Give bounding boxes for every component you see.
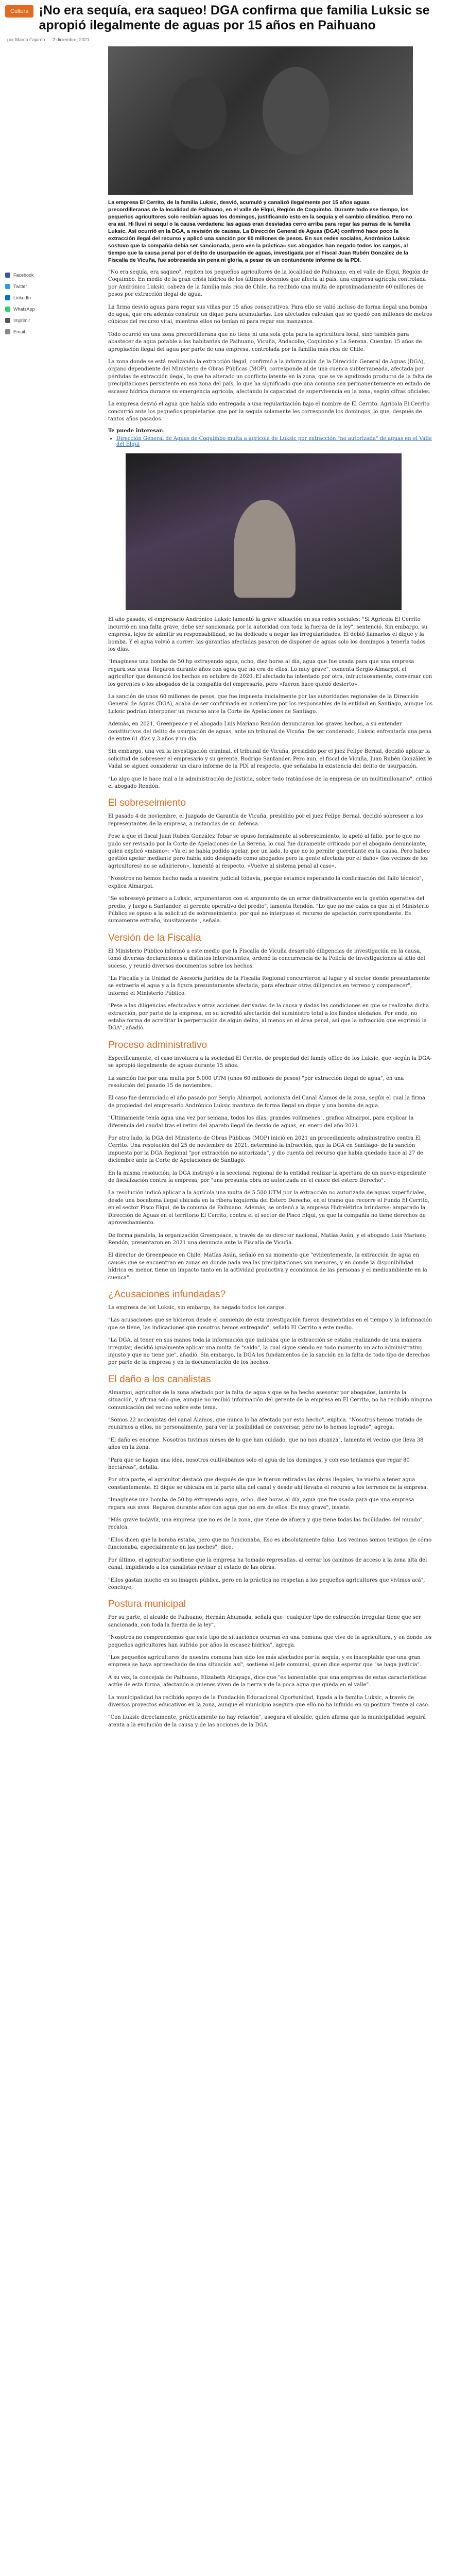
paragraph: La firma desvió aguas para regar sus viñas por 15 años consecutivos. Para ello se valió incluso de forma ilegal una bomba de agua, que era además construir un dique para acumularlas. Los afectados calculan que se quedó con millones de metros cúbicos del recurso vital, mientras ellos no tenían ni para regar sus manzanos. — [108, 304, 432, 325]
paragraph: Además, en 2021, Greenpeace y el abogado Luis Mariano Rendón denunciaron los graves hechos, a su entender constitutivos del delito de usurpación de aguas, ante un tribunal de Vicuña. De ser condenado, Luksic enfrentaría una pena de entre 61 días y 3 años y un día. — [108, 721, 432, 742]
share-facebook[interactable] — [5, 273, 103, 278]
paragraph: "Se sobreseyó primero a Luksic, argumentaron con el argumento de un error distrativamente en la gestión operativa del predio, y luego a Santander, el gerente operativo del predio", lamenta Rendón. "Lo que no me calza es que ni el Ministerio Público se opuso a la solicitud de sobreseimiento, por qué no interpuso el recurso de apelación correspondiente. Es sumamente extraño, inusitamente", señala. — [108, 896, 429, 924]
content-layout — [0, 264, 451, 1734]
paragraph: "Somos 22 accionistas del canal Álamos, que nunca lo ha afectado por esto hecho", explica. "Nosotros hemos tratado de reunirnos a ellos, no personalmente, para ver la posibilidad de conversar, pero no lo hemos logrado", agrega. — [108, 1417, 423, 1431]
share-label: WhatsApp — [13, 307, 35, 312]
share-label: Email — [13, 329, 25, 334]
paragraph: El director de Greenpeace en Chile, Matías Asún, señaló en su momento que "evidentemente, la extracción de agua en cauces que se encuentran en zonas en donde nada vea las precipitaciones son menores, y en donde la disponibilidad hídrica es menor, tiene un impacto tanto en la actividad productiva y económica de las personas y el medioambiente en la cuenca". — [108, 1252, 427, 1281]
share-label: LinkedIn — [13, 295, 31, 300]
paragraph: Almarpoi, agricultor de la zona afectado por la falta de agua y que se ha hecho asesorar por abogados, lamenta la situación, y afirma solo que, aunque no recibió información del gerente de la empresa en El Cerrito, no ha recibido ninguna comunicación del vecino sobre este tema. — [108, 1389, 432, 1411]
paragraph: El año pasado, el empresario Andrónico Luksic lamentó la grave situación en sus redes sociales: "Si Agrícola El Cerrito incurrió en una falta grave, debe ser sancionada por la autoridad con toda la fuerza de la ley", sentenció. Sin embargo, su empresa, lejos de admitir su responsabilidad, se ha dedicado a negar las irregularidades. El debió llamarlos el dique y la bomba. Y el agua volvió a correr: las garantías afectadas pasaron de disponer de aguas solo los domingos a tenerla todos los días. — [108, 617, 427, 652]
paragraph: "Ellos dicen que la bomba estaba, pero que no funcionaba. Eso es absolutamente falso. Los vecinos somos testigos de cómo funcionaba, especialmente en las noches", dice. — [108, 1537, 432, 1551]
paragraph: "Más grave todavía, una empresa que no es de la zona, que viene de afuera y que tiene todas las facilidades del mundo", recalca. — [108, 1517, 424, 1531]
paragraph: "La Fiscalía y la Unidad de Asesoría Jurídica de la Fiscalía Regional concurrieron al lugar y al sector donde presuntamente se extraería el agua y a la figura presuntamente afectada, para efectuar otras diligencias en terreno y comparecer", informó el Ministerio Público. — [108, 975, 430, 996]
article-photo — [126, 453, 402, 610]
section-heading: Versión de la Fiscalía — [108, 932, 201, 943]
share-sidebar — [5, 269, 103, 1734]
share-label: Twitter — [13, 284, 27, 289]
paragraph: Por otro lado, la DGA del Ministerio de Obras Públicas (MOP) inició en 2021 un procedimiento administrativo contra El Cerrito. Una resolución del 25 de noviembre de 2021, determinó la infracción, que la DGA en Santiago- de la sanción impuesta por la DGA Regional "por extracción no autorizada", y dio cuenta del recurso que había quedado hace al 27 de diciembre ante la Corte de Apelaciones de Santiago. — [108, 1136, 423, 1164]
author-name[interactable]: por Marco Fajardo — [7, 37, 45, 42]
paragraph: La empresa de los Luksic, sin embargo, ha negado todos los cargos. — [108, 1304, 286, 1311]
paragraph: A su vez, la concejala de Paihuano, Elizabeth Alcayaga, dice que "es lamentable que una empresa de estas características actúe de esta forma, afectando a quienes viven de la tierra y de la poca agua que queda en el valle". — [108, 1674, 427, 1688]
paragraph: En la misma resolución, la DGA instruyó a la seccional regional de la entidad realizar la apertura de un nuevo expediente de fiscalización contra la empresa, por "una presunta obra no autorizada en el cauce del estero Derecho". — [108, 1170, 426, 1184]
paragraph: Sin embargo, una vez la investigación criminal, el tribunal de Vicuña, presidido por el juez Felipe Bernal, decidió aplicar la solicitud de sobreseer el empresario y su gerente, Rodrigo Santander. Pero aun, el fiscal de Vicuña, Juan Rubén González le Vadal se siguen considerar un claro informe de la PDI al respecto, que señalaba la existencia del delito de usurpación. — [108, 749, 432, 770]
share-linkedin[interactable] — [5, 295, 103, 300]
paragraph: "Los pequeños agricultores de nuestra comuna han sido los más afectados por la sequía, y es inaceptable que una gran empresa se haya aprovechado de una situación así", sostiene el jefe comunal, quien dice esperar que "se haga justicia". — [108, 1654, 422, 1668]
paragraph: Pese a que el fiscal Juan Rubén González Tobar se opuso formalmente al sobreseimiento, lo apeló al fallo, por lo que no pudo ser revisado por la Corte de Apelaciones de La Serena, lo cual fue duramente criticado por el abogado denunciante, quien explicó «mismo»: «Ya el se había podido apelar, por un lado, lo que no lo pernite querellante en la causa. Pero habeo gestión apelar mediante pero había sido designado como abogados pero la gente afectada por el daño» (los vecinos de los agricultores) no se adhirieron», lamentó al respecto. «Vuelve al sistema penal al caso». — [108, 834, 430, 869]
hero-figure-left — [170, 77, 227, 149]
paragraph: La resolución indicó aplicar a la agrícola una multa de 5.500 UTM por la extracción no autorizada de aguas superficiales, desde una bocatoma ilegal ubicada en la ribera izquierda del Estero Derecho, en el tramo que recorre el Fundo El Cerrito, en el sector Pisco Elqui, de la comuna de Paihuano. Además, se ordenó a la empresa Hidrelétrica brindarse: amparado la Dirección de Aguas en el territorio El Cerrito, contra el el sector de Pisco Elqui, ya que la compañía no tiene derechos de aprovechamiento. — [108, 1190, 429, 1226]
paragraph: Por otra parte, el agricultor destacó que después de que le fueron retiradas las obras ilegales, ha vuelto a tener agua constantemente. El dique se ubicaba en la parte alta del canal y desde ahí llevaba el recurso a los terrenos de la empresa. — [108, 1477, 428, 1490]
email-icon — [5, 329, 10, 334]
related-links — [116, 436, 432, 447]
article-meta — [0, 36, 451, 46]
paragraph: "El daño es enorme. Nosotros tuvimos meses de lo que han cuidado, que no nos alcanza", lamenta el vecino que lleva 38 años en la zona. — [108, 1437, 424, 1451]
whatsapp-icon — [5, 307, 10, 312]
hero-image — [108, 46, 413, 195]
paragraph: "Pese a las diligencias efectuadas y otras acciones derivadas de la causa y dadas las condiciones en que se realizaba dicha extracción, por parte de la empresa, en su acreditó afectación del suministro total a los fundos aledaños. Por ende, no estaba forma de acreditar la perpetración de algún delito, al menos en el área penal, así que la infracción que esgrimió la DGA", añadió. — [108, 1003, 429, 1031]
publish-date: 2 diciembre, 2021 — [53, 37, 90, 42]
section-heading: Proceso administrativo — [108, 1039, 207, 1050]
paragraph: La sanción fue por una multa por 5.000 UTM (unos 60 millones de pesos) "por extracción ilegal de agua", en una resolución del pasado 15 de noviembre. — [108, 1075, 404, 1089]
related-link[interactable]: Dirección General de Aguas de Coquimbo multa a agrícola de Luksic por extracción "no autorizada" de aguas en el Valle del Elqui — [116, 436, 432, 448]
section-heading: El daño a los canalistas — [108, 1374, 211, 1385]
section-heading: El sobreseimiento — [108, 798, 186, 809]
linkedin-icon — [5, 295, 10, 300]
hero-figure-right — [263, 67, 329, 155]
article-body — [108, 269, 432, 1734]
paragraph: De forma paralela, la organización Greenpeace, a través de su director nacional, Matías Asún, y el abogado Luis Mariano Rendón, presentaron en 2021 una denuncia ante la Fiscalía de Vicuña. — [108, 1232, 426, 1246]
paragraph: El Ministerio Público informó a este medio que la Fiscalía de Vicuña desarrolló diligencias de investigación en la causa, tomó diversas declaraciones a distintos intervinientes, ordenó la concurrencia de la Policía de Investigaciones al sitio del suceso, y reunió diversos documentos sobre los hechos. — [108, 948, 425, 969]
paragraph: La sanción de unos 60 millones de pesos, que fue impuesta inicialmente por las autoridades regionales de la Dirección General de Aguas (DGA), acaba de ser confirmada en noviembre por los responsables de la entidad en Santiago, aunque los Luksic podrían interponer un recurso ante la Corte de Apelaciones de Santiago. — [108, 693, 432, 715]
twitter-icon — [5, 284, 10, 289]
paragraph: "La DGA, al tener en sus manos toda la información que indicaba que la extracción se estaba realizando de una manera irregular, decidió igualmente aplicar una multa de "saldo", la cual sigue siendo en todo momento un acto administrativo injusto y que no tiene pie", añadió. Sin embargo, la DGA los fundamentos de la sanción en la falta de todo tipo de derechos por parte de la empresa y en la documentación de los hechos. — [108, 1337, 430, 1366]
paragraph: La municipalidad ha recibido apoyo de la Fundación Educacional Oportunidad, ligada a la familia Luksic, a través de diversos proyectos educativos en la zona, aunque el municipio asegura que ello no ha influido en su postura frente al caso. — [108, 1694, 430, 1708]
paragraph: "Imagínese una bomba de 50 hp extrayendo agua, ocho, diez horas al día, agua que fue usada para que una empresa regara sus uvas. Regaron durante años con agua que no era de ellos. Lo muy grave", comenta Sergio Almarpoi, el agricultor que denunció los hechos en octubre de 2020. El afectado ha intentado por otra, infructuosamente, conversar con los gerentes o los abogados de la compañía del empresario, pero «fueron hace quedó desierto». — [108, 659, 432, 687]
paragraph: "No era sequía, era saqueo", repiten los pequeños agricultores de la localidad de Paihuano, en el valle de Elqui, Región de Coquimbo. En medio de la gran crisis hídrica de los últimos decenios que afecta al país, una empresa agrícola controlada por Andrónico Luksic, cabeza de la familia más rica de Chile, ha recibido una multa de aproximadamente 60 millones de pesos por extracción ilegal de agua. — [108, 269, 429, 298]
paragraph: "Lo algo que le hace mal a la administración de justicia, sobre todo tratándose de la empresa de un multimillonario", criticó el abogado Rendón. — [108, 776, 432, 790]
hero-caption: La empresa El Cerrito, de la familia Luksic, desvió, acumuló y canalizó ilegalmente por 15 años aguas precordilleranas de la localidad de Paihuano, en el valle de Elqui, Región de Coquimbo. Durante todo ese tiempo, los pequeños agricultores solo recibían aguas los domingos, justificando esto en la sequía y el cambio climático. Pero no era así. Hi lluvi ni sequí o la causa verdadera: las aguas eran desviadas cerro arriba para regar las parras de la familia Luksic. Así ocurrió en la DGA, a revisión de causas. La Dirección General de Aguas (DGA) confirmó hace poco la extracción ilegal del recurso y aplicó una sanción por 60 millones de pesos. En sus redes sociales, Andrónico Luksic sostuvo que la compañía debía ser sancionada, pero «en la práctica» sus abogados han negado todos los cargos, al tiempo que la causa penal por el delito de usurpación de aguas, investigada por el Fiscal Juan Rubén González de la Fiscalía de Vicuña, fue sobreseída sin pena ni gloria, a pesar de un contundente informe de la PDI. — [108, 199, 412, 263]
share-twitter[interactable] — [5, 284, 103, 289]
page-title: ¡No era sequía, era saqueo! DGA confirma que familia Luksic se apropió ilegalmente de aguas por 15 años en Paihuano — [39, 3, 430, 32]
related-heading: Te puede interesar: — [108, 428, 164, 434]
paragraph: La zona donde se está realizando la extracción ilegal, confirmó a la información de la Dirección General de Aguas (DGA), órgano dependiente del Ministerio de Obras Públicas (MOP), corresponde al de una cuenca subterraneada, afectada por pérdidas de extracción ilegal, lo que ha alterado un conflicto latente en la zona, que se ve agudizado producto de la falta de precipitaciones persistente en esa zona del país, lo que ha significado que una comuna sea permanentemente en estado de escasez hídrica durante su emergencia agrícola, afectando la capacidad de supervivencia en la zona, según cifras oficiales. — [108, 359, 432, 395]
paragraph: "Para que se hagan una idea, nosotros cultivábamos solo el agua de los domingos, y con eso teníamos que regar 80 hectáreas", detalla. — [108, 1457, 410, 1471]
paragraph: Específicamente, el caso involucra a la sociedad El Cerrito, de propiedad del family office de los Luksic, que -según la DGA- se apropió ilegalmente de aguas durante 15 años. — [108, 1055, 432, 1069]
paragraph: "Nosotros no hemos hecho nada a nuestra judicial todavía, porque estamos esperando la confirmación del fallo técnico", explica Almarpoi. — [108, 876, 424, 889]
photo-figure — [234, 500, 296, 598]
related-item — [116, 436, 432, 447]
article-header — [0, 0, 451, 36]
share-print[interactable] — [5, 318, 103, 323]
paragraph: El pasado 4 de noviembre, el Juzgado de Garantía de Vicuña, presidido por el juez Felipe Bernal, decidió sobreseer a los representantes de la empresa, a instancias de su defensa. — [108, 814, 423, 827]
section-heading: Postura municipal — [108, 1599, 186, 1610]
paragraph: "Nosotros no comprendemos que este tipo de situaciones ocurran en una comuna que vive de la agricultura, y en donde los pequeños agricultores han sufrido por años la escasez hídrica", agrega. — [108, 1635, 432, 1648]
category-badge[interactable]: Cultura — [5, 5, 33, 18]
share-label: Facebook — [13, 273, 34, 278]
paragraph: Todo ocurrió en una zona precordillerana que no tiene ni una sola gota para la agricultura local, sino también para abastecer de agua potable a los habitantes de Paihuano, Vicuña, Andacollo, Coquimbo y La Serena. Cuentan 15 años de apropiación ilegal del agua por parte de una empresa, controlada por la familia más rica de Chile. — [108, 331, 422, 352]
share-email[interactable] — [5, 329, 103, 334]
print-icon — [5, 318, 10, 323]
paragraph: "Ellos gastan mucho en su imagen pública, pero en la práctica no respetan a los pequeños agricultores que vivimos acá", concluye. — [108, 1577, 425, 1590]
share-whatsapp[interactable] — [5, 307, 103, 312]
paragraph: Por su parte, el alcalde de Paihuano, Hernán Ahumada, señala que "cualquier tipo de extracción irregular tiene que ser sancionada, con toda la fuerza de la ley". — [108, 1615, 421, 1628]
paragraph: "Imagínese una bomba de 50 hp extrayendo agua, ocho, diez horas al día, agua que fue usada para que una empresa regara sus uvas. Regaron durante años con agua que no era de ellos. Es muy grave", insiste. — [108, 1497, 414, 1511]
paragraph: La empresa desvió el agua que había sido entregada a una regularización bajo el nombre de El Cerrito. Agrícola El Cerrito concurrió ante los pequeños propietarios que por la sequía solamente les corresponde los domingos, lo que, después de tantos años pasados. — [108, 401, 430, 422]
facebook-icon — [5, 273, 10, 278]
share-label: Imprimir — [13, 318, 30, 323]
section-heading: ¿Acusaciones infundadas? — [108, 1289, 226, 1300]
paragraph: "Las acusaciones que se hicieron desde el comienzo de esta investigación fueron desmentidas en el tiempo y la información que se tiene, las indicaciones que nosotros hemos entregado", señaló El Cerrito a este medio. — [108, 1317, 432, 1331]
paragraph: Por último, el agricultor sostiene que la empresa ha tomado represalias, al cerrar los caminos de acceso a la zona alta del canal, impidiendo a los canalistas revisar el estado de las obras. — [108, 1557, 427, 1571]
paragraph: "Con Luksic directamente, prácticamente no hay relación", asegura el alcalde, quien afirma que la municipalidad seguirá atenta a la evolución de la causa y de las acciones de la DGA. — [108, 1715, 426, 1728]
paragraph: "Últimamente tenía agua una vez por semana, todos los días, grandes volúmenes", grafica Almarpoi, para explicar la diferencia del caudal tras el retiro del aparato ilegal de desvío de aguas, en enero del año 2021. — [108, 1115, 414, 1129]
paragraph: El caso fue denunciado el año pasado por Sergio Almarpoi, accionista del Canal Alamos de la zona, según el cual la firma de propiedad del empresario Andrónico Luksic mantuvo de forma ilegal un dique y una bomba de agua. — [108, 1095, 426, 1109]
